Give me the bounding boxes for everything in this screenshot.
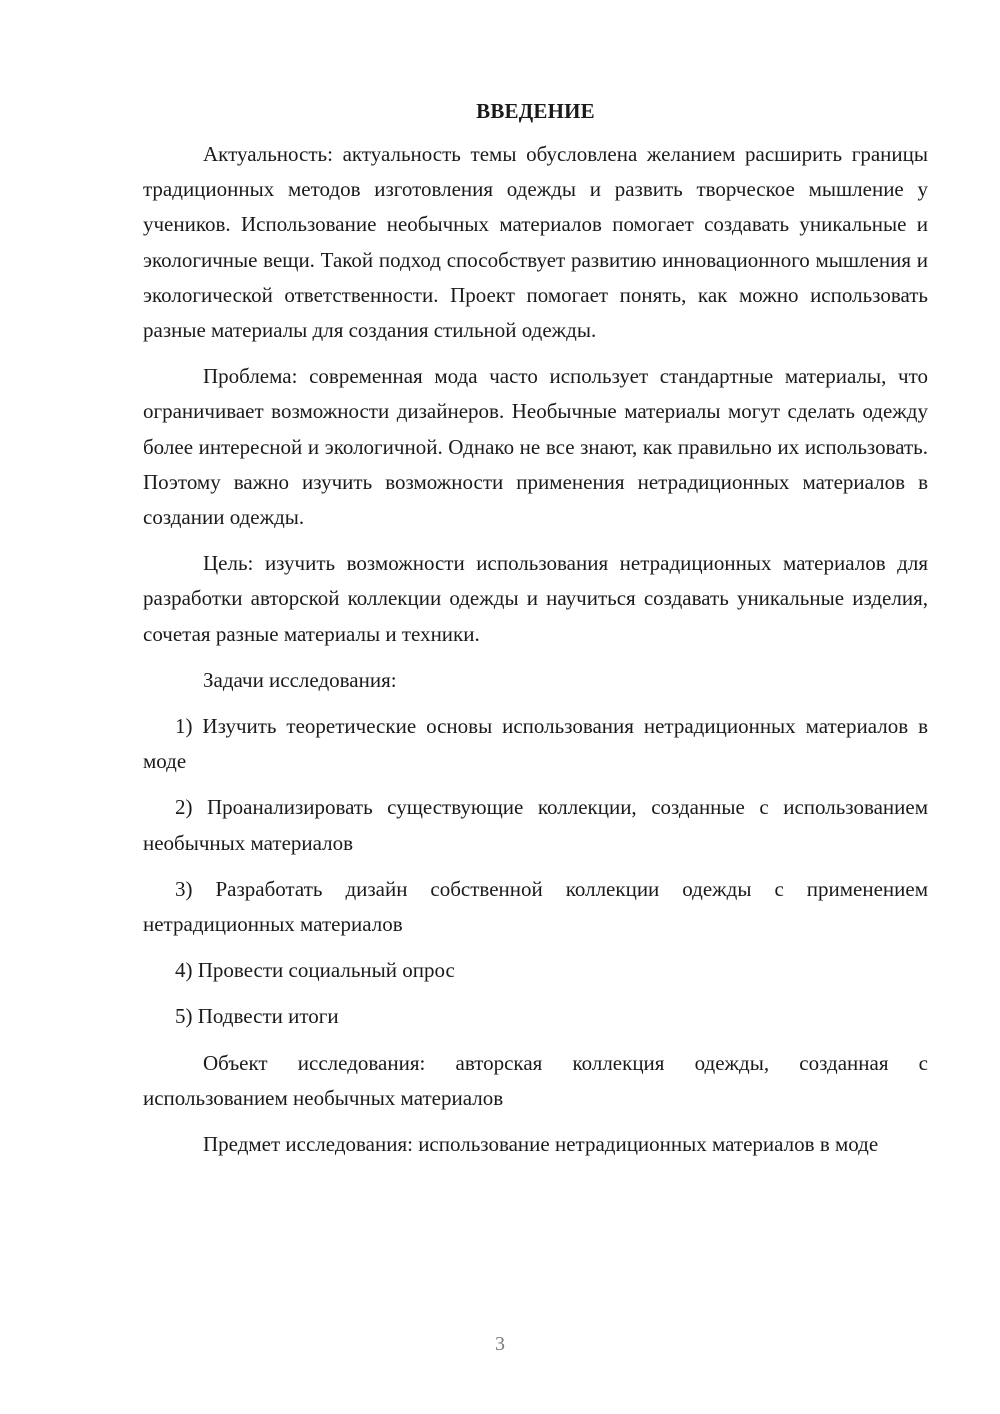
task-item-5: 5) Подвести итоги: [175, 1004, 339, 1029]
page-title: ВВЕДЕНИЕ: [476, 99, 595, 123]
document-page: [143, 94, 928, 1162]
task-item-3: 3) Разработать дизайн собственной коллекции одежды с применением нетрадиционных материалов: [143, 876, 928, 937]
task-item-1: 1) Изучить теоретические основы использования нетрадиционных материалов в моде: [143, 714, 928, 774]
page-number: 3: [495, 1333, 505, 1355]
paragraph-problem: Проблема: современная мода часто использует стандартные материалы, что ограничивает возможности дизайнеров. Необычные материалы могут сделать одежду более интересной и экологичной. Однако не все знают, как правильно их использовать. Поэтому важно изучить возможности применения нетрадиционных материалов в создании одежды.: [143, 364, 928, 530]
paragraph-relevance: Актуальность: актуальность темы обусловлена желанием расширить границы традиционных методов изготовления одежды и развить творческое мышление у учеников. Использование необычных материалов помогает создавать уникальные и экологичные вещи. Такой подход способствует развитию инновационного мышления и экологической ответственности. Проект помогает понять, как можно использовать разные материалы для создания стильной одежды.: [143, 142, 928, 343]
paragraph-object: Объект исследования: авторская коллекция одежды, созданная с использованием необычных материалов: [143, 1050, 928, 1110]
task-item-4: 4) Провести социальный опрос: [175, 958, 455, 983]
paragraph-tasks-heading: Задачи исследования:: [203, 667, 397, 692]
paragraph-goal: Цель: изучить возможности использования нетрадиционных материалов для разработки авторской коллекции одежды и научиться создавать уникальные изделия, сочетая разные материалы и техники.: [143, 551, 928, 646]
paragraph-subject: Предмет исследования: использование нетрадиционных материалов в моде: [203, 1132, 879, 1157]
task-item-2: 2) Проанализировать существующие коллекции, созданные с использованием необычных материалов: [143, 795, 928, 855]
